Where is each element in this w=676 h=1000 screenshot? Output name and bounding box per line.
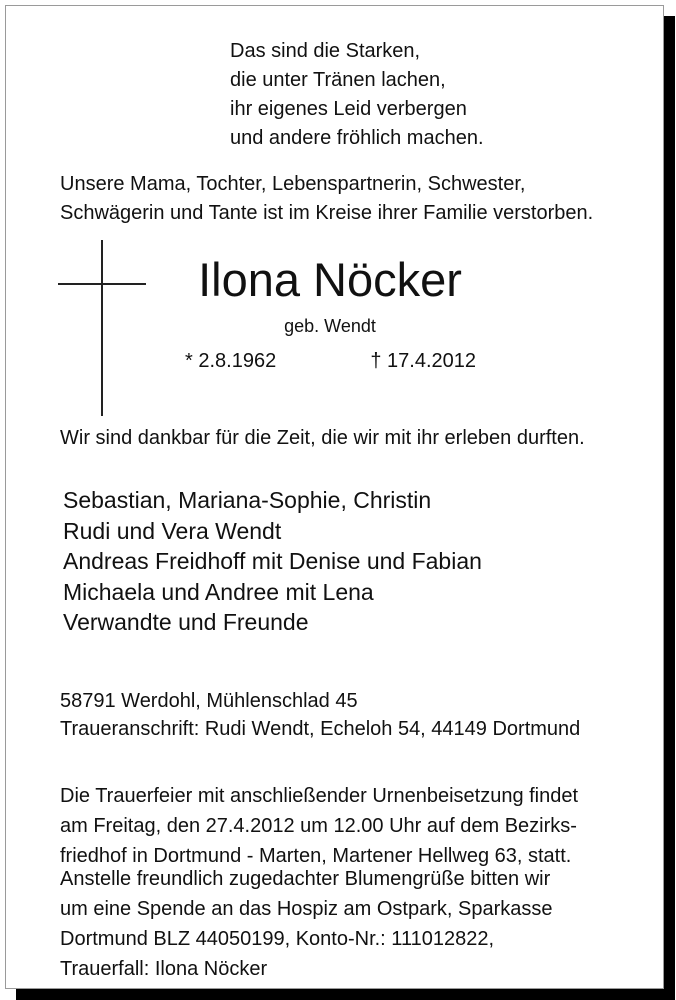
poem-line: die unter Tränen lachen, [230, 69, 446, 91]
poem-line: ihr eigenes Leid verbergen [230, 98, 467, 120]
gratitude-text: Wir sind dankbar für die Zeit, die wir mit ihr erleben durften. [60, 427, 585, 449]
mourners-list [63, 485, 482, 638]
donation-line: Dortmund BLZ 44050199, Konto-Nr.: 111012822, [60, 928, 494, 950]
donation-info [60, 864, 552, 984]
donation-line: um eine Spende an das Hospiz am Ostpark, Sparkasse [60, 898, 553, 920]
intro-line: Schwägerin und Tante ist im Kreise ihrer Familie verstorben. [60, 202, 594, 224]
donation-line: Trauerfall: Ilona Nöcker [60, 958, 268, 980]
death-date: † 17.4.2012 [370, 350, 476, 372]
funeral-line: Die Trauerfeier mit anschließender Urnenbeisetzung findet [60, 785, 579, 807]
poem-line: Das sind die Starken, [230, 40, 421, 62]
obituary-card [5, 5, 664, 989]
poem-line: und andere fröhlich machen. [230, 127, 484, 149]
mourner-line: Rudi und Vera Wendt [63, 517, 282, 544]
mourner-line: Sebastian, Mariana-Sophie, Christin [63, 487, 432, 513]
address-line: 58791 Werdohl, Mühlenschlad 45 [60, 690, 358, 712]
cross-vertical-bar [101, 240, 103, 416]
funeral-info [60, 781, 578, 871]
maiden-name: geb. Wendt [284, 316, 376, 336]
address-line: Traueranschrift: Rudi Wendt, Echeloh 54, 44149 Dortmund [60, 718, 581, 740]
life-dates [185, 349, 476, 373]
address-block [60, 687, 580, 743]
donation-line: Anstelle freundlich zugedachter Blumengrüße bitten wir [60, 868, 551, 890]
intro-text [60, 170, 593, 228]
funeral-line: am Freitag, den 27.4.2012 um 12.00 Uhr auf dem Bezirks- [60, 815, 577, 837]
birth-date: * 2.8.1962 [185, 350, 277, 372]
deceased-name: Ilona Nöcker [198, 253, 462, 306]
poem [230, 37, 484, 153]
funeral-line: friedhof in Dortmund - Marten, Martener Hellweg 63, statt. [60, 845, 572, 867]
mourner-line: Michaela und Andree mit Lena [63, 578, 374, 605]
mourner-line: Verwandte und Freunde [63, 609, 309, 635]
intro-line: Unsere Mama, Tochter, Lebenspartnerin, Schwester, [60, 173, 526, 195]
mourner-line: Andreas Freidhoff mit Denise und Fabian [63, 548, 482, 574]
